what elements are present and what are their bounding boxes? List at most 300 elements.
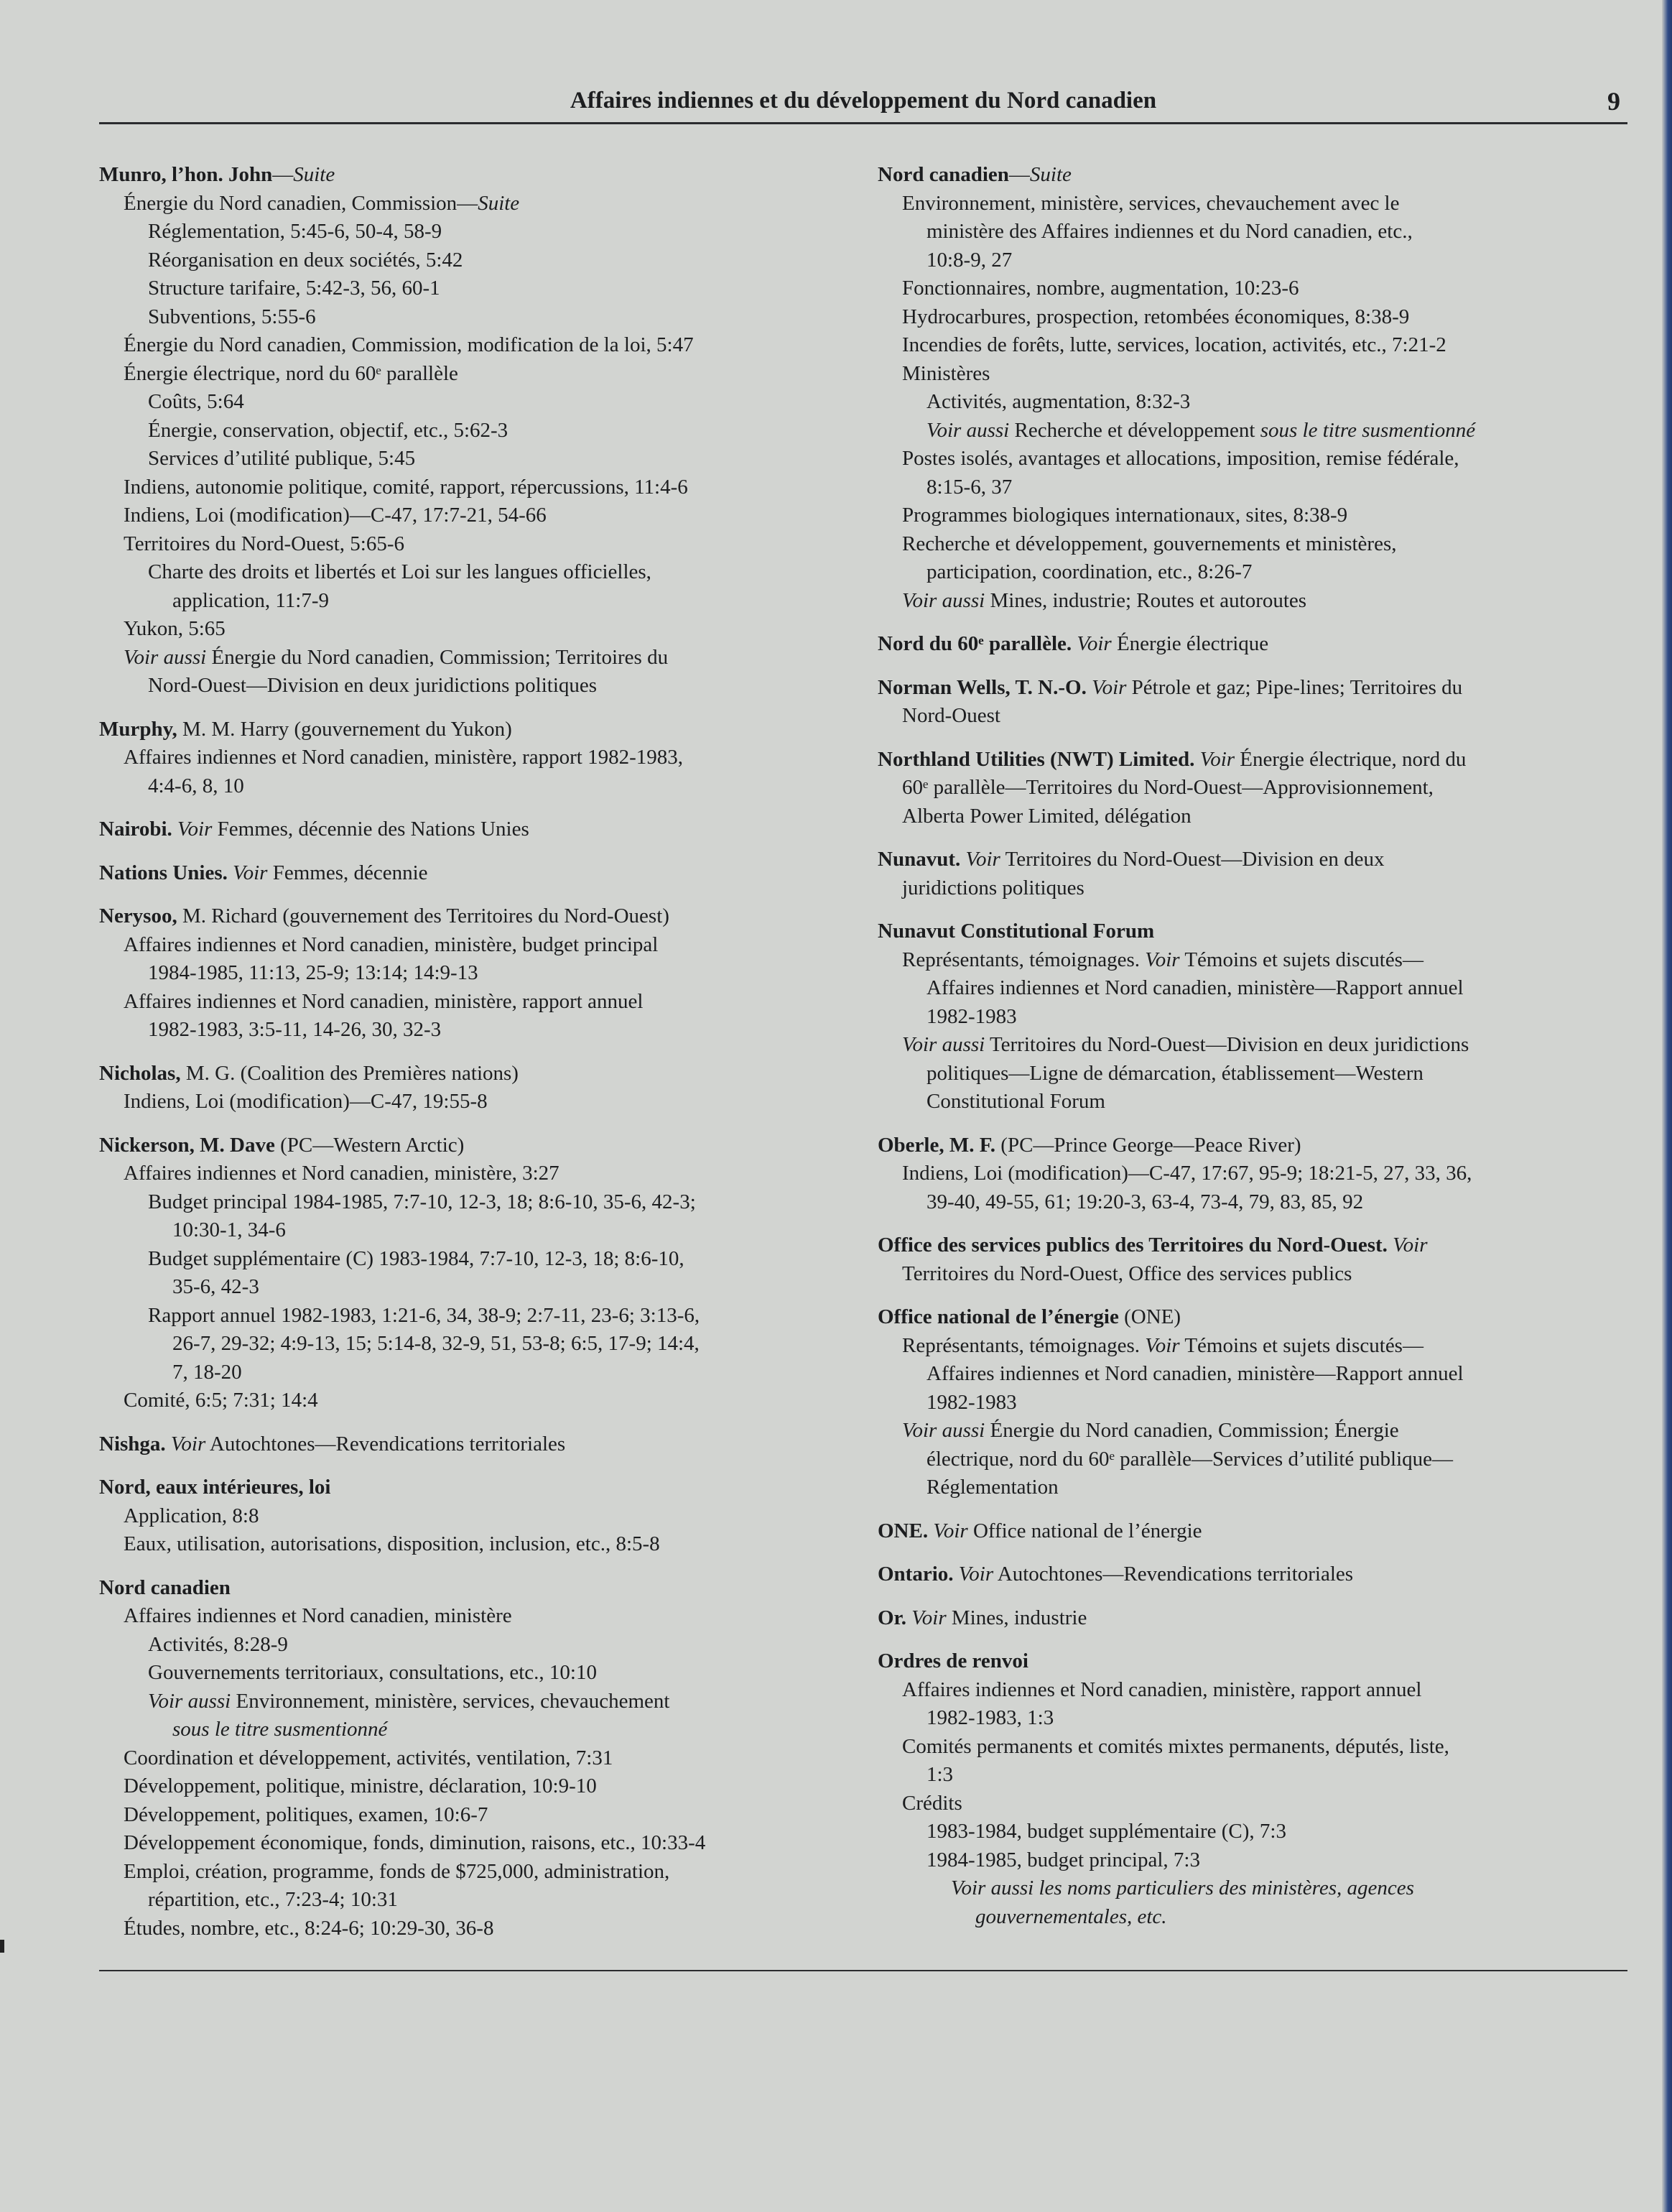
entry-subline [99, 587, 853, 616]
entry-text: (ONE) [1118, 1305, 1181, 1328]
entry-heading-line [878, 846, 1639, 874]
entry-subline [878, 1088, 1639, 1116]
entry-text: M. M. Harry (gouvernement du Yukon) [177, 717, 512, 741]
entry-text: 4:4-6, 8, 10 [148, 774, 244, 797]
entry-subline [878, 246, 1639, 275]
entry-text: Activités, augmentation, 8:32-3 [926, 390, 1191, 413]
entry-term: Nicholas, [99, 1061, 181, 1085]
entry-text: Environnement, ministère, services, chevauchement avec le [902, 191, 1400, 215]
binding-edge [1662, 0, 1672, 2212]
entry-subline [99, 1502, 853, 1531]
entry-term: Nord, eaux intérieures, loi [99, 1476, 331, 1499]
index-entry [878, 1560, 1639, 1589]
entry-subline [878, 946, 1639, 975]
index-entry [878, 674, 1639, 731]
entry-subline [878, 974, 1639, 1003]
index-entry [99, 1132, 853, 1415]
entry-text: Comités permanents et comités mixtes permanents, députés, liste, [902, 1734, 1449, 1758]
entry-subline [99, 501, 853, 530]
italic-text: sous le titre susmentionné [1260, 418, 1476, 442]
italic-text: Voir [1199, 747, 1235, 771]
italic-text: Voir [1077, 632, 1112, 655]
entry-heading-line [878, 917, 1639, 946]
entry-text: Activités, 8:28-9 [148, 1632, 288, 1656]
entry-text: Programmes biologiques internationaux, sites, 8:38-9 [902, 504, 1348, 527]
running-header [99, 85, 1627, 124]
entry-subline [878, 530, 1639, 559]
entry-subline [878, 1846, 1639, 1875]
entry-subline [878, 1417, 1639, 1445]
entry-subline [878, 1260, 1639, 1289]
entry-subline [99, 615, 853, 644]
entry-subline [878, 274, 1639, 303]
entry-text: (PC—Prince George—Peace River) [995, 1133, 1301, 1157]
index-column-right [878, 161, 1639, 1946]
italic-text: Voir aussi [124, 645, 207, 669]
entry-text: 8:15-6, 37 [926, 475, 1013, 499]
entry-heading-line [878, 1132, 1639, 1160]
entry-text [954, 1563, 959, 1586]
entry-text: Femmes, décennie [267, 861, 428, 884]
entry-text: Services d’utilité publique, 5:45 [148, 447, 416, 470]
entry-text: Budget principal 1984-1985, 7:7-10, 12-3, 18; 8:6-10, 35-6, 42-3; [148, 1190, 696, 1213]
entry-subline [99, 1829, 853, 1858]
entry-text: Affaires indiennes et Nord canadien, ministère, budget principal [124, 933, 659, 956]
entry-text: Représentants, témoignages. [902, 948, 1146, 971]
entry-heading-line [99, 1132, 853, 1160]
italic-text: Voir [177, 818, 213, 841]
entry-subline [878, 1445, 1639, 1474]
entry-heading-line [99, 1430, 853, 1459]
entry-subline [99, 1716, 853, 1744]
index-entry [878, 1517, 1639, 1546]
entry-term: Nations Unies. [99, 861, 228, 884]
entry-subline [878, 1704, 1639, 1733]
entry-text: Affaires indiennes et Nord canadien, ministère, rapport annuel [902, 1677, 1422, 1701]
entry-text: Territoires du Nord-Ouest—Division en deux juridictions [985, 1033, 1469, 1056]
entry-text: M. Richard (gouvernement des Territoires du Nord-Ouest) [177, 904, 669, 927]
entry-subline [99, 274, 853, 303]
italic-text: Suite [1029, 163, 1072, 186]
entry-subline [99, 1330, 853, 1359]
entry-term: Nord du 60ᵉ parallèle. [878, 632, 1072, 655]
entry-text: Rapport annuel 1982-1983, 1:21-6, 34, 38-9; 2:7-11, 23-6; 3:13-6, [148, 1303, 700, 1327]
entry-subline [878, 445, 1639, 473]
entry-text: Énergie électrique [1111, 632, 1269, 655]
entry-text: Nord-Ouest—Division en deux juridictions politiques [148, 674, 598, 697]
index-entry [878, 1303, 1639, 1502]
entry-text: Mines, industrie [946, 1606, 1087, 1629]
entry-heading-line [878, 1604, 1639, 1633]
entry-subline [99, 1016, 853, 1045]
entry-subline [99, 1302, 853, 1331]
entry-text: Témoins et sujets discutés— [1179, 1333, 1423, 1357]
entry-text: 1982-1983 [926, 1390, 1017, 1414]
entry-term: Munro, l’hon. John [99, 163, 273, 186]
entry-heading-line [99, 1473, 853, 1502]
entry-subline [99, 445, 853, 473]
entry-term: Nunavut Constitutional Forum [878, 920, 1155, 943]
entry-subline [99, 1387, 853, 1415]
entry-text: Emploi, création, programme, fonds de $725,000, administration, [124, 1859, 670, 1883]
entry-subline [99, 1659, 853, 1688]
entry-heading-line [878, 1231, 1639, 1260]
entry-subline [99, 417, 853, 445]
entry-text: Office national de l’énergie [967, 1519, 1202, 1542]
entry-subline [99, 218, 853, 246]
entry-subline [878, 1188, 1639, 1217]
entry-subline [99, 1886, 853, 1915]
entry-text: Autochtones—Revendications territoriales [205, 1432, 566, 1456]
entry-term: Nunavut. [878, 848, 961, 871]
entry-heading-line [878, 746, 1639, 774]
entry-text: (PC—Western Arctic) [274, 1133, 465, 1157]
index-entry [878, 1231, 1639, 1288]
entry-heading-line [878, 1517, 1639, 1546]
entry-subline [878, 1389, 1639, 1417]
entry-subline [99, 1216, 853, 1245]
entry-subline [99, 1858, 853, 1887]
entry-term: Nishga. [99, 1432, 166, 1456]
entry-text: Comité, 6:5; 7:31; 14:4 [124, 1389, 318, 1412]
entry-subline [99, 772, 853, 801]
entry-term: Or. [878, 1606, 907, 1629]
entry-text: 26-7, 29-32; 4:9-13, 15; 5:14-8, 32-9, 51, 53-8; 6:5, 17-9; 14:4, [172, 1332, 700, 1355]
index-entry [99, 859, 853, 888]
entry-text: Structure tarifaire, 5:42-3, 56, 60-1 [148, 277, 440, 300]
entry-subline [99, 1530, 853, 1559]
italic-text: Voir [1145, 1333, 1180, 1357]
entry-text: Réorganisation en deux sociétés, 5:42 [148, 248, 463, 272]
entry-text: Énergie électrique, nord du [1235, 747, 1467, 771]
entry-subline [878, 1031, 1639, 1060]
entry-text: 1982-1983, 1:3 [926, 1706, 1054, 1729]
entry-subline [878, 303, 1639, 332]
entry-heading-line [99, 1574, 853, 1603]
entry-subline [99, 1088, 853, 1116]
entry-text: Indiens, Loi (modification)—C-47, 17:67, 95-9; 18:21-5, 27, 33, 36, [902, 1162, 1472, 1185]
index-entry [99, 1473, 853, 1559]
entry-text: Coûts, 5:64 [148, 390, 244, 413]
entry-text [1087, 676, 1092, 699]
index-entry [99, 716, 853, 801]
entry-text [166, 1433, 171, 1456]
entry-text: Affaires indiennes et Nord canadien, ministère—Rapport annuel [926, 1362, 1464, 1385]
entry-text: 35-6, 42-3 [172, 1275, 259, 1298]
entry-text: Nord-Ouest [902, 704, 1000, 727]
italic-text: Suite [293, 163, 335, 186]
italic-text: Voir [911, 1606, 947, 1629]
entry-subline [99, 1273, 853, 1302]
index-entry [878, 1604, 1639, 1633]
entry-text: Ministères [902, 361, 990, 385]
entry-subline [878, 1003, 1639, 1032]
index-entry [878, 161, 1639, 615]
entry-subline [99, 190, 853, 218]
entry-heading-line [99, 859, 853, 888]
entry-subline [878, 473, 1639, 502]
entry-text [172, 818, 177, 841]
entry-subline [878, 1818, 1639, 1846]
italic-text: Suite [478, 191, 520, 215]
entry-subline [99, 931, 853, 960]
entry-subline [878, 1676, 1639, 1705]
index-entry [878, 630, 1639, 659]
italic-text: Voir [1393, 1234, 1428, 1257]
entry-term: Norman Wells, T. N.-O. [878, 675, 1087, 699]
italic-text: Voir [1092, 675, 1127, 699]
entry-text: Gouvernements territoriaux, consultations, etc., 10:10 [148, 1661, 597, 1684]
entry-heading-line [878, 674, 1639, 703]
italic-text: Voir [1145, 948, 1180, 971]
entry-text: M. G. (Coalition des Premières nations) [180, 1061, 519, 1085]
entry-heading-line [878, 1303, 1639, 1332]
index-entry [878, 746, 1639, 831]
italic-text: Voir aussi [902, 588, 985, 612]
entry-subline [99, 672, 853, 700]
entry-subline [878, 501, 1639, 530]
entry-text: Études, nombre, etc., 8:24-6; 10:29-30, 36-8 [124, 1916, 494, 1940]
entry-text: Affaires indiennes et Nord canadien, ministère [124, 1604, 512, 1627]
entry-heading-line [878, 630, 1639, 659]
italic-text: Voir [933, 1519, 968, 1542]
entry-term: Nairobi. [99, 818, 172, 841]
entry-term: Office national de l’énergie [878, 1305, 1119, 1328]
entry-subline [99, 744, 853, 772]
entry-text: Énergie électrique, nord du 60ᵉ parallèle [124, 361, 458, 385]
entry-text: 1984-1985, budget principal, 7:3 [926, 1848, 1200, 1871]
entry-heading-line [878, 1647, 1639, 1676]
entry-text: Eaux, utilisation, autorisations, disposition, inclusion, etc., 8:5-8 [124, 1532, 660, 1555]
entry-text: Crédits [902, 1791, 962, 1815]
entry-term: Murphy, [99, 717, 177, 741]
entry-subline [878, 774, 1639, 802]
index-entry [99, 161, 853, 700]
entry-text: 7, 18-20 [172, 1360, 242, 1384]
entry-text: électrique, nord du 60ᵉ parallèle—Services d’utilité publique— [926, 1447, 1454, 1471]
entry-subline [878, 218, 1639, 246]
italic-text: Voir aussi [148, 1689, 231, 1713]
entry-term: Northland Utilities (NWT) Limited. [878, 747, 1195, 771]
entry-text: Réglementation, 5:45-6, 50-4, 58-9 [148, 220, 442, 243]
entry-subline [878, 1332, 1639, 1361]
italic-text: Voir [233, 861, 268, 884]
entry-subline [878, 1160, 1639, 1188]
entry-heading-line [99, 161, 853, 190]
entry-subline [878, 558, 1639, 587]
entry-text: Environnement, ministère, services, chevauchement [231, 1689, 670, 1713]
entry-subline [99, 1744, 853, 1773]
entry-subline [878, 1733, 1639, 1762]
entry-text: Énergie, conservation, objectif, etc., 5:62-3 [148, 418, 508, 442]
entry-text: Développement, politique, ministre, déclaration, 10:9-10 [124, 1774, 597, 1797]
entry-term: Nerysoo, [99, 904, 177, 927]
entry-subline [99, 1188, 853, 1217]
entry-text: Territoires du Nord-Ouest, Office des services publics [902, 1262, 1352, 1285]
entry-subline [878, 388, 1639, 417]
entry-text: 60ᵉ parallèle—Territoires du Nord-Ouest—Approvisionnement, [902, 776, 1434, 799]
entry-text: Alberta Power Limited, délégation [902, 804, 1192, 828]
entry-text: 1984-1985, 11:13, 25-9; 13:14; 14:9-13 [148, 961, 478, 984]
entry-subline [99, 303, 853, 332]
entry-subline [99, 1772, 853, 1801]
entry-term: Nickerson, M. Dave [99, 1133, 275, 1157]
italic-text: Voir aussi les noms particuliers des ministères, agences [951, 1877, 1414, 1899]
entry-subline [878, 331, 1639, 360]
entry-subline [878, 417, 1639, 445]
entry-text: Budget supplémentaire (C) 1983-1984, 7:7-10, 12-3, 18; 8:6-10, [148, 1246, 684, 1270]
entry-text: Réglementation [926, 1476, 1059, 1499]
entry-text [960, 848, 965, 871]
page-number: 9 [1607, 87, 1620, 116]
entry-text: politiques—Ligne de démarcation, établissement—Western [926, 1061, 1423, 1085]
entry-text: ministère des Affaires indiennes et du Nord canadien, etc., [926, 220, 1413, 243]
entry-text: Recherche et développement, gouvernements et ministères, [902, 532, 1397, 555]
entry-text: juridictions politiques [902, 876, 1085, 899]
entry-subline [99, 1359, 853, 1387]
entry-term: Nord canadien [99, 1575, 231, 1599]
entry-text: Énergie du Nord canadien, Commission; Énergie [985, 1419, 1399, 1442]
italic-text: sous le titre susmentionné [172, 1718, 388, 1741]
entry-text: Indiens, autonomie politique, comité, rapport, répercussions, 11:4-6 [124, 475, 688, 499]
entry-subline [878, 190, 1639, 218]
entry-subline [878, 1761, 1639, 1790]
entry-text: Indiens, Loi (modification)—C-47, 19:55-8 [124, 1090, 488, 1113]
entry-subline [99, 473, 853, 502]
entry-text: Mines, industrie; Routes et autoroutes [985, 588, 1307, 612]
entry-heading-line [99, 815, 853, 844]
entry-text: participation, coordination, etc., 8:26-7 [926, 560, 1253, 583]
entry-text: Témoins et sujets discutés— [1179, 948, 1423, 971]
entry-heading-line [878, 161, 1639, 190]
footer-rule [99, 1970, 1627, 1971]
entry-subline [99, 360, 853, 389]
entry-text: Énergie du Nord canadien, Commission; Territoires du [206, 645, 669, 669]
index-entry [878, 1647, 1639, 1931]
entry-term: Nord canadien [878, 163, 1009, 186]
index-entry [99, 1574, 853, 1943]
italic-text: Voir [958, 1563, 994, 1586]
entry-subline [878, 1060, 1639, 1088]
italic-text: Voir aussi [926, 418, 1010, 442]
entry-text: Affaires indiennes et Nord canadien, ministère—Rapport annuel [926, 976, 1464, 999]
entry-text: Représentants, témoignages. [902, 1333, 1146, 1357]
entry-text: Coordination et développement, activités, ventilation, 7:31 [124, 1746, 613, 1769]
entry-text: 10:30-1, 34-6 [172, 1218, 286, 1241]
margin-mark [0, 1940, 4, 1953]
entry-subline [878, 1360, 1639, 1389]
entry-subline [99, 1688, 853, 1716]
entry-text: Indiens, Loi (modification)—C-47, 17:7-21, 54-66 [124, 504, 547, 527]
entry-subline [99, 959, 853, 988]
entry-subline [878, 1903, 1639, 1932]
entry-text: Affaires indiennes et Nord canadien, ministère, 3:27 [124, 1162, 559, 1185]
entry-term: Office des services publics des Territoires du Nord-Ouest. [878, 1234, 1388, 1257]
entry-term: Oberle, M. F. [878, 1133, 996, 1157]
entry-text: répartition, etc., 7:23-4; 10:31 [148, 1888, 398, 1911]
entry-text: — [272, 163, 294, 186]
index-entry [99, 902, 853, 1045]
entry-text: Hydrocarbures, prospection, retombées économiques, 8:38-9 [902, 305, 1410, 328]
entry-text: Subventions, 5:55-6 [148, 305, 316, 328]
entry-subline [99, 1160, 853, 1188]
italic-text: gouvernementales, etc. [975, 1905, 1167, 1928]
entry-subline [99, 558, 853, 587]
index-entry [878, 1132, 1639, 1217]
entry-text: 10:8-9, 27 [926, 248, 1013, 272]
entry-text: Territoires du Nord-Ouest—Division en deux [1000, 848, 1385, 871]
index-entry [99, 1060, 853, 1116]
entry-subline [99, 331, 853, 360]
entry-text: 1:3 [926, 1763, 954, 1786]
entry-text: Femmes, décennie des Nations Unies [212, 818, 529, 841]
index-entry [878, 917, 1639, 1116]
entry-subline [99, 644, 853, 672]
entry-text: Autochtones—Revendications territoriales [993, 1563, 1354, 1586]
entry-text: Constitutional Forum [926, 1090, 1105, 1113]
entry-subline [878, 874, 1639, 903]
italic-text: Voir aussi [902, 1033, 985, 1056]
entry-subline [878, 1790, 1639, 1818]
entry-text: Yukon, 5:65 [124, 617, 226, 640]
entry-subline [99, 388, 853, 417]
entry-subline [99, 530, 853, 559]
entry-subline [99, 1245, 853, 1274]
entry-subline [99, 1801, 853, 1830]
header-title: Affaires indiennes et du développement du Nord canadien [570, 88, 1157, 114]
italic-text: Voir [965, 848, 1000, 871]
index-column-left [99, 161, 853, 1958]
entry-text: Application, 8:8 [124, 1504, 259, 1527]
entry-heading-line [99, 902, 853, 931]
entry-subline [878, 1874, 1639, 1903]
entry-text: Fonctionnaires, nombre, augmentation, 10:23-6 [902, 277, 1299, 300]
entry-text: 1982-1983 [926, 1004, 1017, 1028]
entry-subline [878, 587, 1639, 616]
entry-subline [99, 988, 853, 1017]
entry-subline [99, 246, 853, 275]
index-entry [99, 1430, 853, 1459]
entry-heading-line [878, 1560, 1639, 1589]
italic-text: Voir aussi [902, 1419, 985, 1442]
entry-text: Recherche et développement [1009, 418, 1260, 442]
entry-text: 1982-1983, 3:5-11, 14-26, 30, 32-3 [148, 1018, 442, 1041]
italic-text: Voir [170, 1432, 206, 1456]
entry-subline [878, 702, 1639, 731]
entry-subline [878, 1473, 1639, 1502]
entry-text: Pétrole et gaz; Pipe-lines; Territoires du [1126, 675, 1463, 699]
entry-text: Développement économique, fonds, diminution, raisons, etc., 10:33-4 [124, 1831, 706, 1854]
entry-term: ONE. [878, 1519, 929, 1542]
entry-text: Affaires indiennes et Nord canadien, ministère, rapport annuel [124, 989, 644, 1013]
entry-heading-line [99, 716, 853, 744]
entry-term: Ordres de renvoi [878, 1649, 1028, 1672]
entry-term: Ontario. [878, 1563, 954, 1586]
entry-text: Affaires indiennes et Nord canadien, ministère, rapport 1982-1983, [124, 746, 684, 769]
entry-text: — [1008, 163, 1030, 186]
index-entry [878, 846, 1639, 902]
entry-text: application, 11:7-9 [172, 588, 329, 612]
entry-text: Énergie du Nord canadien, Commission, modification de la loi, 5:47 [124, 333, 694, 356]
entry-subline [878, 802, 1639, 831]
entry-subline [99, 1915, 853, 1943]
entry-text: Postes isolés, avantages et allocations, imposition, remise fédérale, [902, 447, 1459, 470]
entry-text: Territoires du Nord-Ouest, 5:65-6 [124, 532, 404, 555]
entry-text: 1983-1984, budget supplémentaire (C), 7:3 [926, 1820, 1286, 1843]
entry-subline [99, 1602, 853, 1631]
entry-text: 39-40, 49-55, 61; 19:20-3, 63-4, 73-4, 79, 83, 85, 92 [926, 1190, 1364, 1213]
entry-text: Incendies de forêts, lutte, services, location, activités, etc., 7:21-2 [902, 333, 1446, 356]
